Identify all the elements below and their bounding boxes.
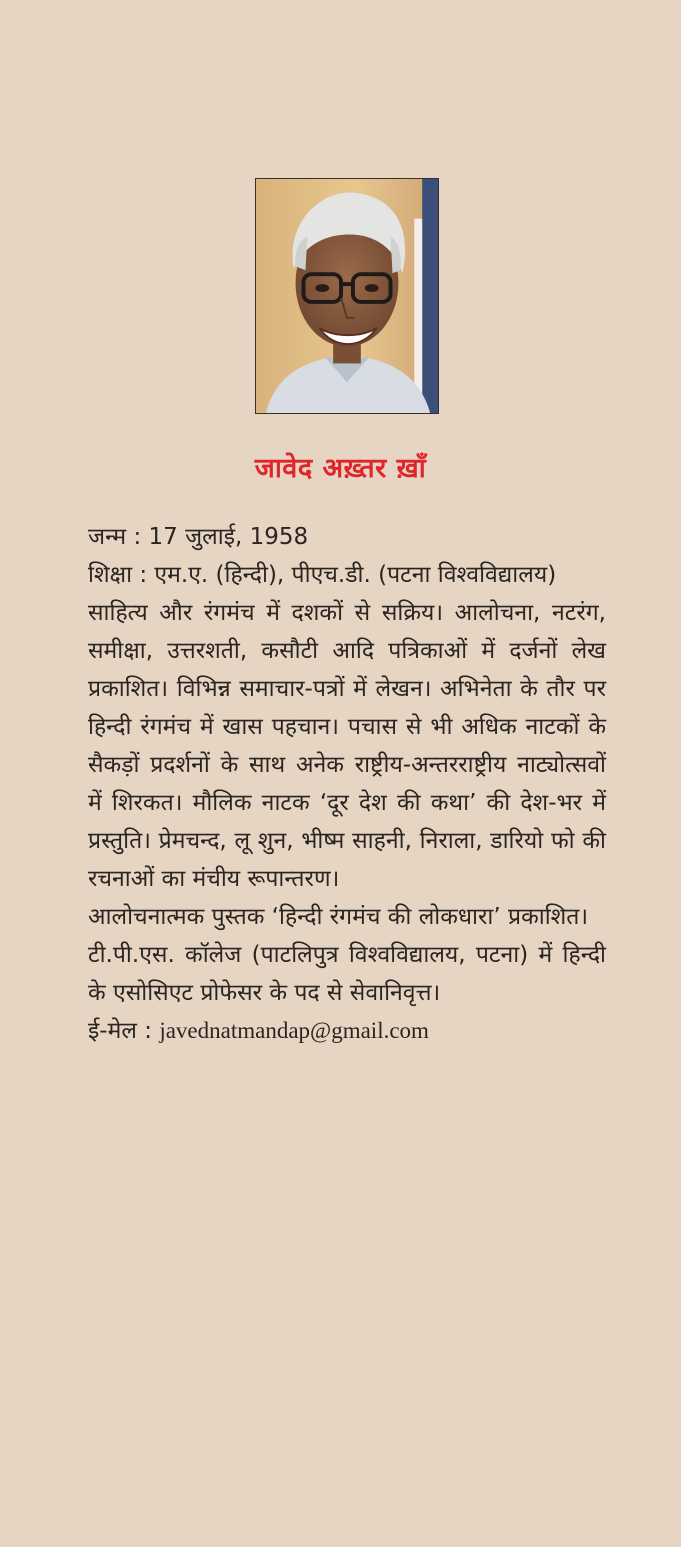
book-paragraph: आलोचनात्मक पुस्तक ‘हिन्दी रंगमंच की लोकधारा’ प्रकाशित।: [88, 904, 589, 930]
education-line: शिक्षा : एम.ए. (हिन्दी), पीएच.डी. (पटना विश्वविद्यालय): [88, 562, 557, 588]
birth-line: जन्म : 17 जुलाई, 1958: [88, 524, 309, 550]
email-address[interactable]: javednatmandap@gmail.com: [159, 1018, 429, 1043]
career-paragraph: टी.पी.एस. कॉलेज (पाटलिपुत्र विश्वविद्यालय, पटना) में हिन्दी के एसोसिएट प्रोफेसर के पद से सेवानिवृत्त।: [88, 942, 606, 1006]
author-bio: [88, 518, 606, 1050]
author-portrait-photo: [256, 179, 438, 413]
author-photo: [255, 178, 439, 414]
author-name: जावेद अख़्तर ख़ाँ: [254, 453, 427, 484]
email-label: ई-मेल :: [88, 1018, 160, 1044]
activity-paragraph: साहित्य और रंगमंच में दशकों से सक्रिय। आलोचना, नटरंग, समीक्षा, उत्तरशती, कसौटी आदि पत्रिकाओं में दर्जनों लेख प्रकाशित। विभिन्न समाचार-पत्रों में लेखन। अभिनेता के तौर पर हिन्दी रंगमंच में खास पहचान। पचास से भी अधिक नाटकों के सैकड़ों प्रदर्शनों के साथ अनेक राष्ट्रीय-अन्तरराष्ट्रीय नाट्योत्सवों में शिरकत। मौलिक नाटक ‘दूर देश की कथा’ की देश-भर में प्रस्तुति। प्रेमचन्द, लू शुन, भीष्म साहनी, निराला, डारियो फो की रचनाओं का मंचीय रूपान्तरण।: [88, 600, 606, 892]
email-line: [88, 1012, 606, 1050]
